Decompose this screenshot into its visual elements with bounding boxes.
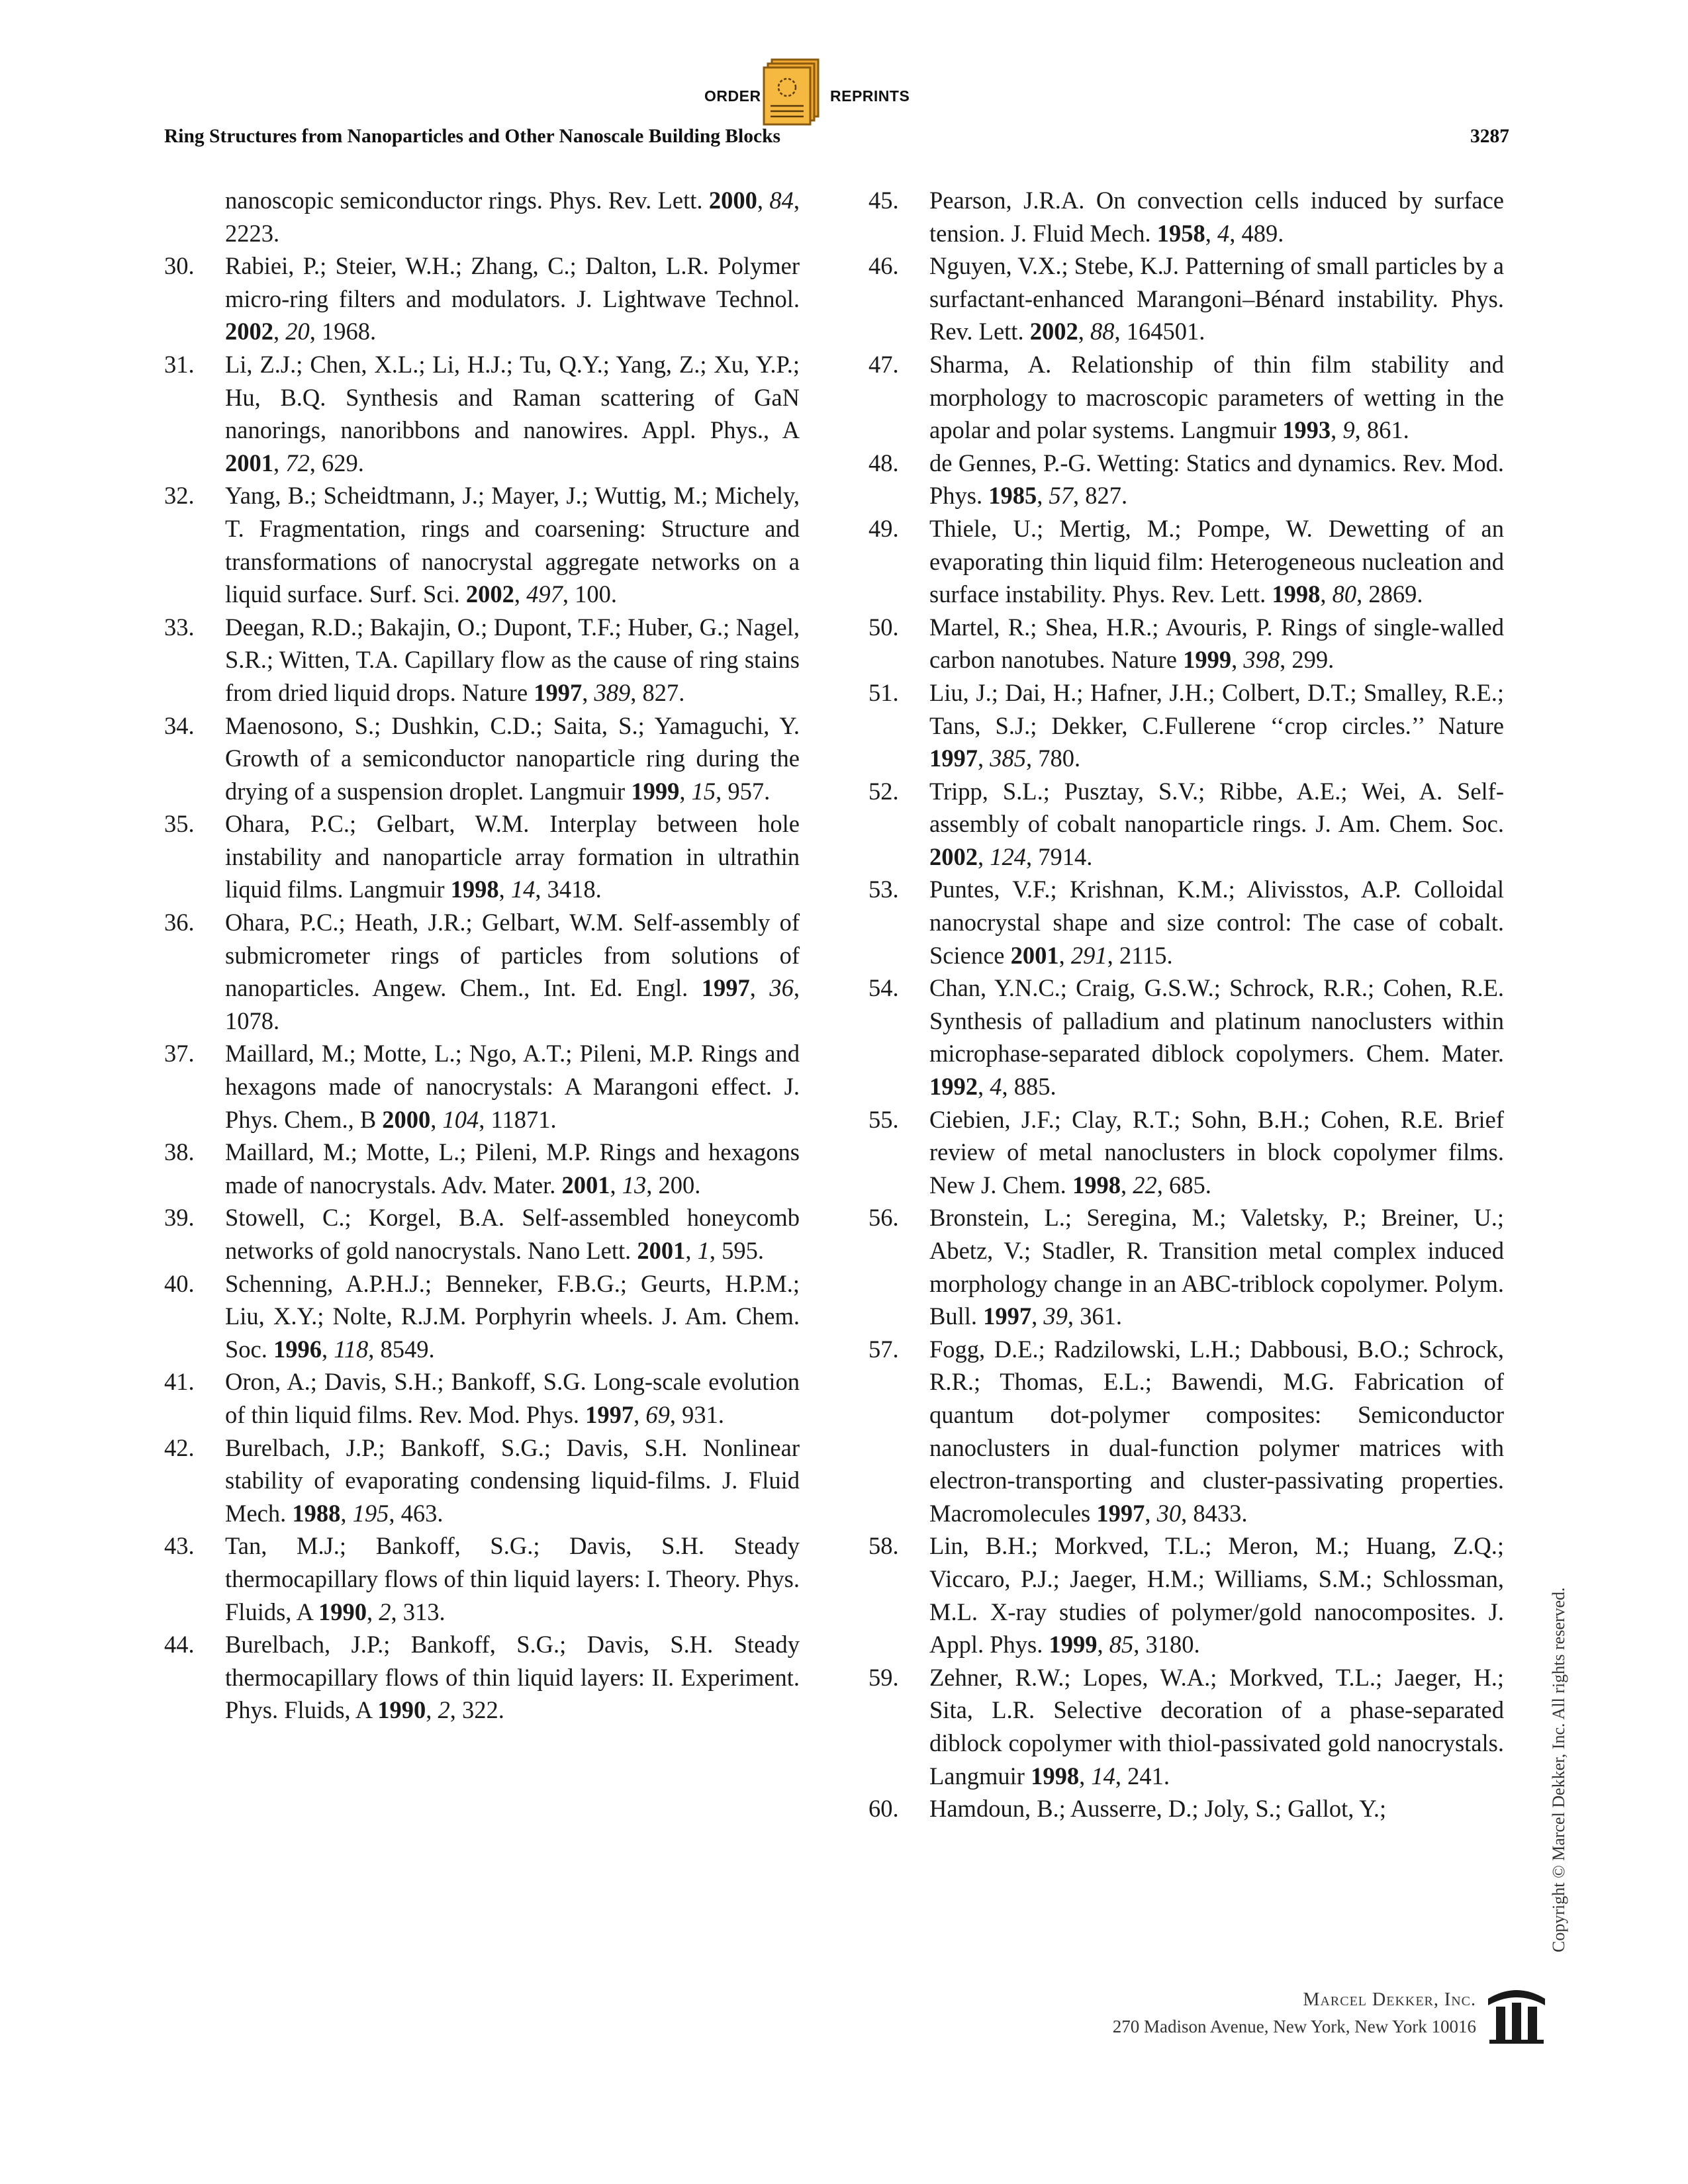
reference-text: Maillard, M.; Motte, L.; Ngo, A.T.; Pileni, M.P. Rings and hexagons made of nanocrystals: A Marangoni effect. J. Phys. Chem., B 2000, 104, 11871. [225, 1040, 800, 1133]
reference-item [164, 1365, 800, 1431]
reference-text: Zehner, R.W.; Lopes, W.A.; Morkved, T.L.; Jaeger, H.; Sita, L.R. Selective decoration of a phase-separated diblock copolymer with thiol-passivated gold nanocrystals. Langmuir 1998, 14, 241. [929, 1663, 1504, 1790]
reference-text: Oron, A.; Davis, S.H.; Bankoff, S.G. Long-scale evolution of thin liquid films. Rev. Mod. Phys. 1997, 69, 931. [225, 1368, 800, 1428]
reference-number: 37. [164, 1040, 195, 1068]
reference-number: 32. [164, 482, 195, 510]
reference-item [868, 775, 1504, 874]
reference-item [164, 611, 800, 709]
reference-text: Liu, J.; Dai, H.; Hafner, J.H.; Colbert, D.T.; Smalley, R.E.; Tans, S.J.; Dekker, C.Fullerene ‘‘crop circles.’’ Nature 1997, 385, 780. [929, 678, 1504, 772]
reference-text: Pearson, J.R.A. On convection cells induced by surface tension. J. Fluid Mech. 1958, 4, 489. [929, 187, 1504, 247]
order-form-icon[interactable] [757, 58, 827, 130]
reference-text: Fogg, D.E.; Radzilowski, L.H.; Dabbousi, B.O.; Schrock, R.R.; Thomas, E.L.; Bawendi, M.G. Fabrication of quantum dot-polymer composites: Semiconductor nanoclusters in dual-function polymer matrices with electron-transporting and cluster-passivating properties. Macromolecules 1997, 30, 8433. [929, 1335, 1504, 1527]
reference-number: 31. [164, 350, 195, 378]
reference-item [164, 1136, 800, 1201]
reference-number: 60. [868, 1795, 899, 1823]
reference-text: Li, Z.J.; Chen, X.L.; Li, H.J.; Tu, Q.Y.; Yang, Z.; Xu, Y.P.; Hu, B.Q. Synthesis and Raman scattering of GaN nanorings, nanoribbons and nanowires. Appl. Phys., A 2001, 72, 629. [225, 350, 800, 477]
reference-text: Tan, M.J.; Bankoff, S.G.; Davis, S.H. Steady thermocapillary flows of thin liquid layers: I. Theory. Phys. Fluids, A 1990, 2, 313. [225, 1532, 800, 1625]
reference-item [868, 1333, 1504, 1530]
reprints-link[interactable]: REPRINTS [830, 87, 910, 105]
reference-number: 42. [164, 1433, 195, 1461]
reference-number: 47. [868, 350, 899, 378]
reference-text: Hamdoun, B.; Ausserre, D.; Joly, S.; Gallot, Y.; [929, 1795, 1387, 1823]
reference-number: 46. [868, 252, 899, 280]
reference-number: 51. [868, 678, 899, 706]
reference-text: Tripp, S.L.; Pusztay, S.V.; Ribbe, A.E.; Wei, A. Self-assembly of cobalt nanoparticle rings. J. Am. Chem. Soc. 2002, 124, 7914. [929, 777, 1504, 870]
reference-number: 59. [868, 1663, 899, 1691]
reference-number: 55. [868, 1105, 899, 1133]
reference-item [868, 447, 1504, 512]
reference-number: 33. [164, 613, 195, 641]
reference-number: 38. [164, 1138, 195, 1166]
reference-item [164, 348, 800, 479]
reference-number: 49. [868, 514, 899, 542]
reference-item [164, 1037, 800, 1136]
reference-number: 44. [164, 1631, 195, 1659]
reference-item [164, 1201, 800, 1267]
publisher-block [1113, 1987, 1476, 2040]
reference-text: Sharma, A. Relationship of thin film stability and morphology to macroscopic parameters of wetting in the apolar and polar systems. Langmuir 1993, 9, 861. [929, 350, 1504, 444]
reference-number: 41. [164, 1368, 195, 1396]
reference-item [868, 1792, 1504, 1825]
reference-text: Bronstein, L.; Seregina, M.; Valetsky, P.; Breiner, U.; Abetz, V.; Stadler, R. Transition metal complex induced morphology change in an ABC-triblock copolymer. Polym. Bull. 1997, 39, 361. [929, 1204, 1504, 1330]
reference-number: 50. [868, 613, 899, 641]
references-right-column [868, 184, 1504, 1825]
reference-text: Martel, R.; Shea, H.R.; Avouris, P. Rings of single-walled carbon nanotubes. Nature 1999, 398, 299. [929, 613, 1504, 674]
reference-item [868, 512, 1504, 611]
reference-number: 43. [164, 1532, 195, 1560]
reference-text: Ohara, P.C.; Heath, J.R.; Gelbart, W.M. Self-assembly of submicrometer rings of particles from solutions of nanoparticles. Angew. Chem., Int. Ed. Engl. 1997, 36, 1078. [225, 909, 800, 1034]
reference-text: Rabiei, P.; Steier, W.H.; Zhang, C.; Dalton, L.R. Polymer micro-ring filters and modulators. J. Lightwave Technol. 2002, 20, 1968. [225, 252, 800, 345]
reference-item [164, 184, 800, 250]
reference-item [868, 676, 1504, 775]
publisher-logo-icon [1484, 1979, 1549, 2046]
reference-number: 30. [164, 252, 195, 280]
reference-item [868, 1103, 1504, 1202]
reference-item [868, 348, 1504, 447]
reference-item [868, 972, 1504, 1103]
reference-text: Schenning, A.P.H.J.; Benneker, F.B.G.; Geurts, H.P.M.; Liu, X.Y.; Nolte, R.J.M. Porphyrin wheels. J. Am. Chem. Soc. 1996, 118, 8549. [225, 1269, 800, 1363]
reference-number: 56. [868, 1204, 899, 1232]
reference-text: Ciebien, J.F.; Clay, R.T.; Sohn, B.H.; Cohen, R.E. Brief review of metal nanoclusters in block copolymer films. New J. Chem. 1998, 22, 685. [929, 1105, 1504, 1199]
reference-number: 45. [868, 187, 899, 214]
reference-text: nanoscopic semiconductor rings. Phys. Rev. Lett. 2000, 84, 2223. [225, 187, 800, 247]
reference-text: de Gennes, P.-G. Wetting: Statics and dynamics. Rev. Mod. Phys. 1985, 57, 827. [929, 449, 1504, 510]
reference-text: Burelbach, J.P.; Bankoff, S.G.; Davis, S.H. Nonlinear stability of evaporating condensing liquid-films. J. Fluid Mech. 1988, 195, 463. [225, 1433, 800, 1527]
reference-item [868, 250, 1504, 348]
reference-item [164, 1529, 800, 1628]
reference-text: Deegan, R.D.; Bakajin, O.; Dupont, T.F.; Huber, G.; Nagel, S.R.; Witten, T.A. Capillary flow as the cause of ring stains from dried liquid drops. Nature 1997, 389, 827. [225, 613, 800, 706]
copyright-notice: Copyright © Marcel Dekker, Inc. All rights reserved. [1549, 1587, 1568, 1952]
reference-item [164, 709, 800, 808]
publisher-name: Marcel Dekker, Inc. [1303, 1989, 1476, 2010]
reference-item [868, 184, 1504, 250]
reference-number: 36. [164, 909, 195, 936]
reference-item [868, 1661, 1504, 1792]
reference-number: 40. [164, 1269, 195, 1297]
reference-item [164, 1267, 800, 1366]
reference-item [868, 873, 1504, 972]
reference-item [164, 906, 800, 1037]
reference-number: 39. [164, 1204, 195, 1232]
reference-number: 58. [868, 1532, 899, 1560]
reference-number: 54. [868, 974, 899, 1002]
publisher-address: 270 Madison Avenue, New York, New York 10016 [1112, 2017, 1476, 2036]
reference-item [164, 807, 800, 906]
reference-text: Maillard, M.; Motte, L.; Pileni, M.P. Rings and hexagons made of nanocrystals. Adv. Mater. 2001, 13, 200. [225, 1138, 800, 1199]
reference-item [164, 1432, 800, 1530]
reference-item [868, 611, 1504, 676]
reference-number: 52. [868, 777, 899, 805]
reference-item [868, 1529, 1504, 1661]
reference-text: Lin, B.H.; Morkved, T.L.; Meron, M.; Huang, Z.Q.; Viccaro, P.J.; Jaeger, H.M.; Williams, S.M.; Schlossman, M.L. X-ray studies of polymer/gold nanocomposites. J. Appl. Phys. 1999, 85, 3180. [929, 1532, 1504, 1659]
reference-number: 34. [164, 711, 195, 739]
reference-text: Puntes, V.F.; Krishnan, K.M.; Alivisstos, A.P. Colloidal nanocrystal shape and size control: The case of cobalt. Science 2001, 291, 2115. [929, 876, 1504, 969]
reference-text: Thiele, U.; Mertig, M.; Pompe, W. Dewetting of an evaporating thin liquid film: Heterogeneous nucleation and surface instability. Phys. Rev. Lett. 1998, 80, 2869. [929, 514, 1504, 608]
page-number: 3287 [1470, 126, 1509, 147]
reference-item [164, 479, 800, 610]
reference-text: Maenosono, S.; Dushkin, C.D.; Saita, S.; Yamaguchi, Y. Growth of a semiconductor nanoparticle ring during the drying of a suspension droplet. Langmuir 1999, 15, 957. [225, 711, 800, 805]
reference-text: Ohara, P.C.; Gelbart, W.M. Interplay between hole instability and nanoparticle array formation in ultrathin liquid films. Langmuir 1998, 14, 3418. [225, 810, 800, 903]
reference-item [868, 1201, 1504, 1332]
reference-item [164, 250, 800, 348]
reference-number: 53. [868, 876, 899, 903]
reference-number: 48. [868, 449, 899, 477]
reference-text: Burelbach, J.P.; Bankoff, S.G.; Davis, S.H. Steady thermocapillary flows of thin liquid layers: II. Experiment. Phys. Fluids, A 1990, 2, 322. [225, 1631, 800, 1724]
running-title: Ring Structures from Nanoparticles and Other Nanoscale Building Blocks [164, 126, 780, 147]
reference-text: Stowell, C.; Korgel, B.A. Self-assembled honeycomb networks of gold nanocrystals. Nano Lett. 2001, 1, 595. [225, 1204, 800, 1264]
reference-item [164, 1628, 800, 1727]
reference-text: Chan, Y.N.C.; Craig, G.S.W.; Schrock, R.R.; Cohen, R.E. Synthesis of palladium and platinum nanoclusters within microphase-separated diblock copolymers. Chem. Mater. 1992, 4, 885. [929, 974, 1504, 1101]
reference-text: Nguyen, V.X.; Stebe, K.J. Patterning of small particles by a surfactant-enhanced Marangoni–Bénard instability. Phys. Rev. Lett. 2002, 88, 164501. [929, 252, 1504, 345]
reference-number: 35. [164, 810, 195, 838]
order-link[interactable]: ORDER [704, 87, 761, 105]
reference-number: 57. [868, 1335, 899, 1363]
order-reprints-bar [688, 58, 927, 118]
reference-text: Yang, B.; Scheidtmann, J.; Mayer, J.; Wuttig, M.; Michely, T. Fragmentation, rings and coarsening: Structure and transformations of nanocrystal aggregate networks on a liquid surface. Surf. Sci. 2002, 497, 100. [225, 482, 800, 608]
references-left-column [164, 184, 800, 1727]
